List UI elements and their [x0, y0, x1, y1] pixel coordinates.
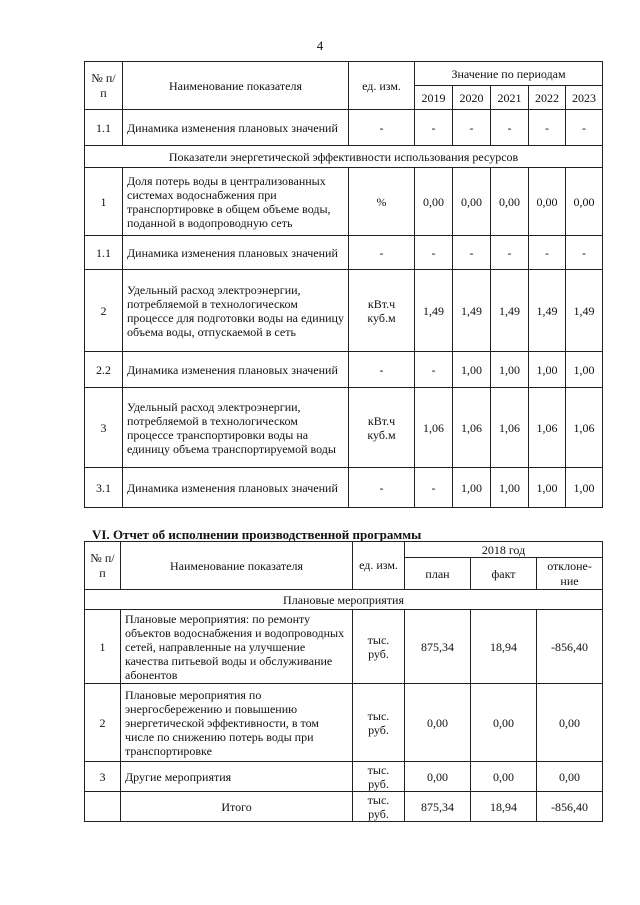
- row-num: 1.1: [85, 236, 123, 270]
- row-unit: -: [349, 468, 415, 508]
- row-num: 2: [85, 270, 123, 352]
- row-unit: тыс. руб.: [353, 792, 405, 822]
- row-value: 18,94: [471, 610, 537, 684]
- table-row: [85, 110, 603, 146]
- table-row: [85, 168, 603, 236]
- row-num: 3.1: [85, 468, 123, 508]
- production-program-report-table: [84, 541, 603, 822]
- header-unit: ед. изм.: [353, 542, 405, 590]
- table-row: [85, 468, 603, 508]
- table-row: [85, 270, 603, 352]
- row-value: -: [415, 236, 453, 270]
- row-num: 1.1: [85, 110, 123, 146]
- row-unit: кВт.ч куб.м: [349, 270, 415, 352]
- energy-indicators-table: [84, 61, 603, 508]
- row-value: 1,06: [453, 388, 491, 468]
- header-periods: Значение по периодам: [415, 62, 603, 86]
- row-value: 0,00: [471, 762, 537, 792]
- section-title: Плановые мероприятия: [85, 590, 603, 610]
- row-value: 0,00: [415, 168, 453, 236]
- header-name: Наименование показателя: [121, 542, 353, 590]
- row-value: 1,00: [566, 352, 603, 388]
- row-value: 1,49: [453, 270, 491, 352]
- row-num: 1: [85, 168, 123, 236]
- row-value: -: [529, 236, 566, 270]
- header-year: 2023: [566, 86, 603, 110]
- header-plan: план: [405, 558, 471, 590]
- row-value: 0,00: [405, 684, 471, 762]
- row-value: -: [415, 468, 453, 508]
- row-value: 0,00: [537, 684, 603, 762]
- header-unit: ед. изм.: [349, 62, 415, 110]
- row-name: Плановые мероприятия по энергосбережению и повышению энергетической эффективности, в том числе по снижению потерь воды при транспортировке: [121, 684, 353, 762]
- row-name: Удельный расход электроэнергии, потребляемой в технологическом процессе транспортировки воды на единицу объема транспортируемой воды: [123, 388, 349, 468]
- row-value: -856,40: [537, 610, 603, 684]
- row-value: 1,49: [529, 270, 566, 352]
- row-value: -856,40: [537, 792, 603, 822]
- row-value: 1,00: [529, 468, 566, 508]
- row-value: 1,06: [566, 388, 603, 468]
- row-value: 1,00: [491, 352, 529, 388]
- header-year: 2019: [415, 86, 453, 110]
- row-value: -: [415, 110, 453, 146]
- header-year: 2022: [529, 86, 566, 110]
- row-value: -: [453, 236, 491, 270]
- row-value: 0,00: [529, 168, 566, 236]
- row-unit: тыс. руб.: [353, 684, 405, 762]
- row-value: 1,06: [415, 388, 453, 468]
- row-name: Доля потерь воды в централизованных системах водоснабжения при транспортировке в общем объеме воды, поданной в водопроводную сеть: [123, 168, 349, 236]
- row-unit: тыс. руб.: [353, 610, 405, 684]
- row-value: -: [529, 110, 566, 146]
- row-value: -: [566, 236, 603, 270]
- header-year: 2020: [453, 86, 491, 110]
- row-num: 3: [85, 388, 123, 468]
- total-row: [85, 792, 603, 822]
- row-unit: %: [349, 168, 415, 236]
- row-name: Динамика изменения плановых значений: [123, 468, 349, 508]
- row-name: Динамика изменения плановых значений: [123, 352, 349, 388]
- row-name: Плановые мероприятия: по ремонту объектов водоснабжения и водопроводных сетей, направленные на улучшение качества питьевой воды и обслуживание абонентов: [121, 610, 353, 684]
- row-value: 0,00: [491, 168, 529, 236]
- row-name: Другие мероприятия: [121, 762, 353, 792]
- row-value: 1,00: [491, 468, 529, 508]
- row-value: 0,00: [453, 168, 491, 236]
- row-unit: -: [349, 236, 415, 270]
- row-value: -: [453, 110, 491, 146]
- header-num: № п/п: [85, 542, 121, 590]
- table-row: [85, 684, 603, 762]
- row-value: 18,94: [471, 792, 537, 822]
- row-num: 3: [85, 762, 121, 792]
- row-value: 1,00: [453, 468, 491, 508]
- row-name: Удельный расход электроэнергии, потребляемой в технологическом процессе для подготовки воды на единицу объема воды, отпускаемой в сеть: [123, 270, 349, 352]
- row-num: 1: [85, 610, 121, 684]
- row-value: 875,34: [405, 792, 471, 822]
- row-num: 2.2: [85, 352, 123, 388]
- row-value: 1,06: [491, 388, 529, 468]
- header-deviation: отклоне-ние: [537, 558, 603, 590]
- page-number: 4: [316, 38, 324, 53]
- row-unit: -: [349, 352, 415, 388]
- row-value: -: [491, 110, 529, 146]
- header-name: Наименование показателя: [123, 62, 349, 110]
- row-value: 0,00: [566, 168, 603, 236]
- table-row: [85, 610, 603, 684]
- table-row: [85, 236, 603, 270]
- row-unit: -: [349, 110, 415, 146]
- row-name: Итого: [121, 792, 353, 822]
- table-row: [85, 388, 603, 468]
- row-value: 1,49: [566, 270, 603, 352]
- row-value: 1,06: [529, 388, 566, 468]
- row-num: [85, 792, 121, 822]
- header-fact: факт: [471, 558, 537, 590]
- row-value: -: [491, 236, 529, 270]
- header-year: 2021: [491, 86, 529, 110]
- row-value: 1,00: [529, 352, 566, 388]
- row-value: 0,00: [405, 762, 471, 792]
- row-value: 1,00: [453, 352, 491, 388]
- row-value: 1,49: [491, 270, 529, 352]
- row-value: 0,00: [471, 684, 537, 762]
- table-row: [85, 352, 603, 388]
- row-value: -: [566, 110, 603, 146]
- row-value: 875,34: [405, 610, 471, 684]
- table-row: [85, 762, 603, 792]
- row-value: 0,00: [537, 762, 603, 792]
- header-num: № п/п: [85, 62, 123, 110]
- row-unit: тыс. руб.: [353, 762, 405, 792]
- section-title: Показатели энергетической эффективности использования ресурсов: [85, 146, 603, 168]
- row-value: 1,00: [566, 468, 603, 508]
- header-year: 2018 год: [405, 542, 603, 558]
- row-num: 2: [85, 684, 121, 762]
- row-value: 1,49: [415, 270, 453, 352]
- section-heading: VI. Отчет об исполнении производственной программы: [92, 527, 422, 542]
- row-name: Динамика изменения плановых значений: [123, 110, 349, 146]
- row-unit: кВт.ч куб.м: [349, 388, 415, 468]
- row-value: -: [415, 352, 453, 388]
- row-name: Динамика изменения плановых значений: [123, 236, 349, 270]
